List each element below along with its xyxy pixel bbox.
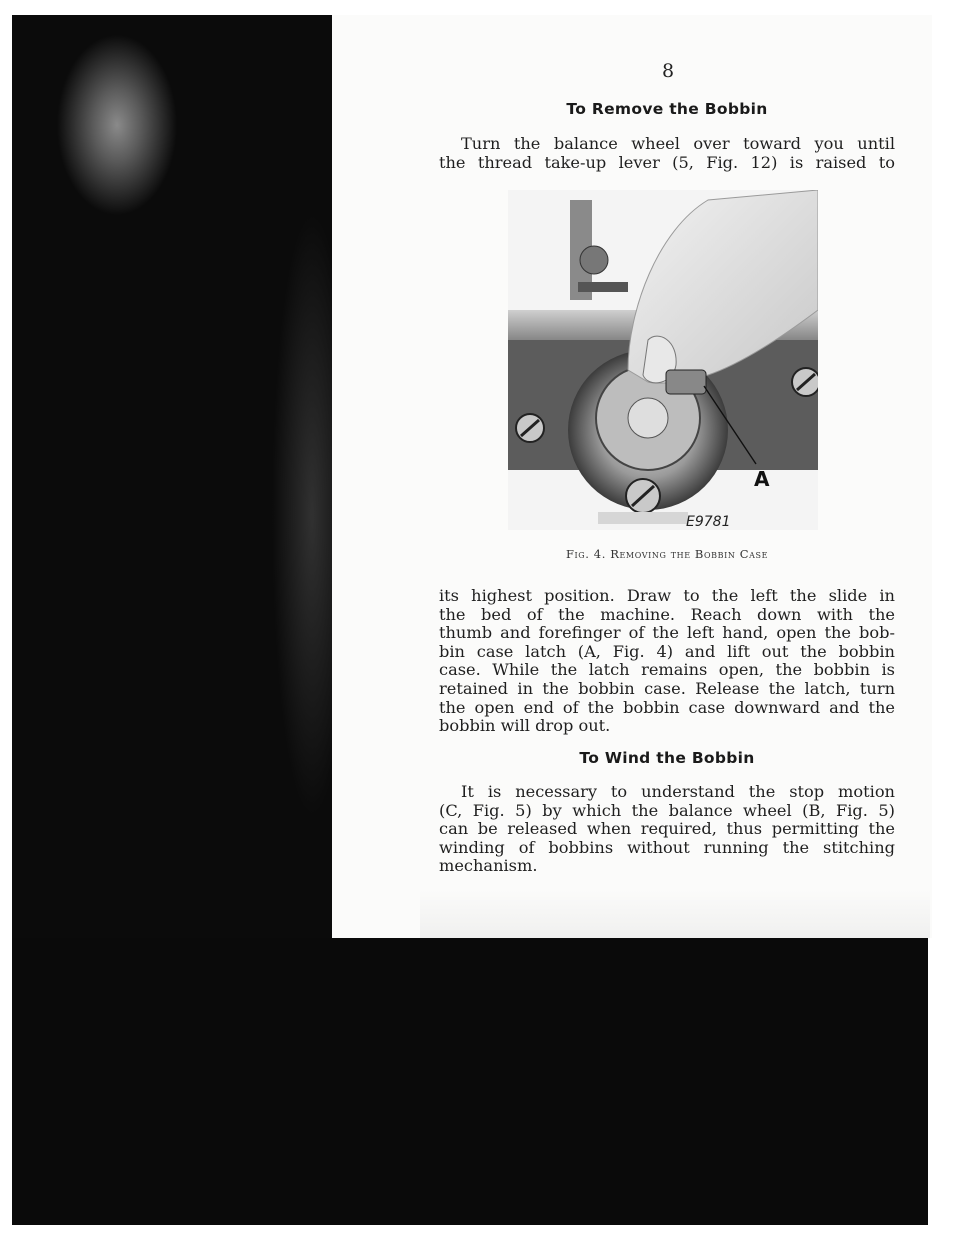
text-line: retained in the bobbin case. Release the latch, turn xyxy=(439,678,895,698)
text-line: thumb and forefinger of the left hand, open the bob- xyxy=(439,623,895,643)
scan-background-bottom xyxy=(12,938,928,1225)
text-line: the thread take-up lever (5, Fig. 12) is raised to xyxy=(439,152,895,172)
text-line: (C, Fig. 5) by which the balance wheel (B, Fig. 5) xyxy=(439,800,895,820)
text-line: the bed of the machine. Reach down with the xyxy=(439,604,895,624)
figure-code: E9781 xyxy=(686,514,731,530)
page-bottom-shade xyxy=(420,890,930,938)
text-line: bin case latch (A, Fig. 4) and lift out the bobbin xyxy=(439,641,895,661)
text-line: can be released when required, thus permitting the xyxy=(439,819,895,839)
figure-label-a: A xyxy=(754,467,770,491)
text-line: Turn the balance wheel over toward you until xyxy=(461,134,895,153)
figure-caption: Fig. 4. Removing the Bobbin Case xyxy=(565,547,769,561)
remove-bobbin-paragraph xyxy=(439,587,895,736)
text-line: It is necessary to understand the stop motion xyxy=(461,782,895,801)
bobbin-case-illustration xyxy=(508,190,818,530)
section-heading-wind-bobbin: To Wind the Bobbin xyxy=(579,749,755,767)
text-line: mechanism. xyxy=(439,856,538,876)
wind-bobbin-paragraph xyxy=(439,783,895,876)
text-line: bobbin will drop out. xyxy=(439,716,611,736)
page-number: 8 xyxy=(662,60,675,82)
text-line: its highest position. Draw to the left the slide in xyxy=(439,586,895,605)
intro-paragraph xyxy=(439,135,895,172)
section-heading-remove-bobbin: To Remove the Bobbin xyxy=(566,100,768,118)
text-line: winding of bobbins without running the stitching xyxy=(439,837,895,857)
text-line: case. While the latch remains open, the bobbin is xyxy=(439,660,895,680)
text-line: the open end of the bobbin case downward and the xyxy=(439,697,895,717)
